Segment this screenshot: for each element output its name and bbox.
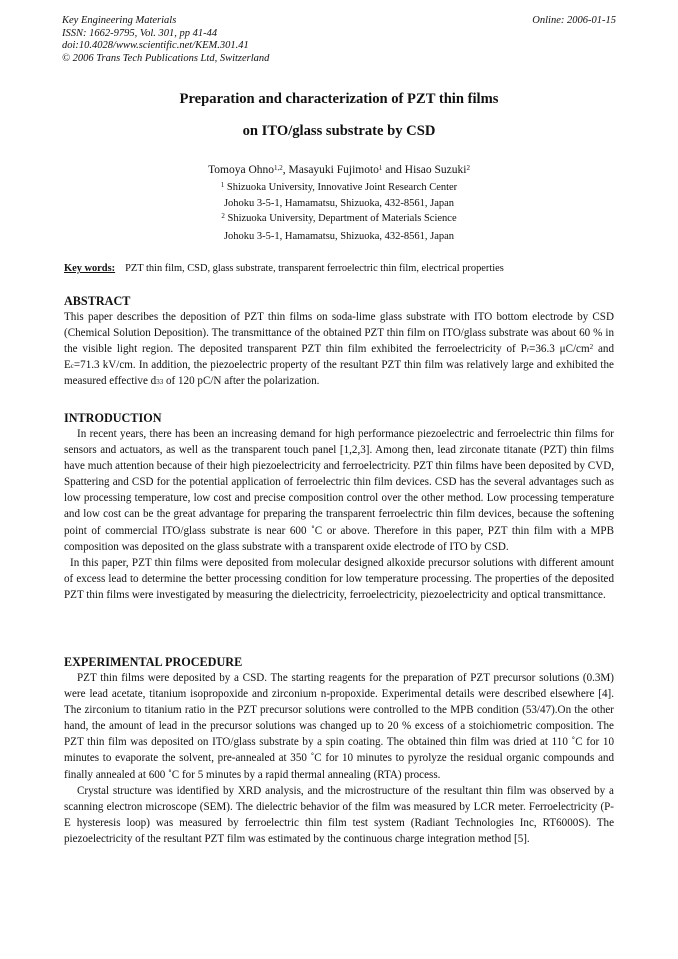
author-affil-mark: 1 — [378, 164, 383, 172]
experimental-heading: EXPERIMENTAL PROCEDURE — [64, 655, 243, 669]
author-and: and — [385, 164, 402, 176]
abstract-text: This paper describes the deposition of PZT thin films on soda-lime glass substrate with ITO bottom electrode by CSD (Chemical Solution Deposition). The transmittance of the obtained PZT thin film on ITO/glass substrate was about 60 % in the visible light region. The deposited transparent PZT thin film exhibited the ferroelectricity of $P_r=36.3$ $\mu C/cm^2$ and $E_c=71.3$ kV/cm. In addition, the piezoelectric property of the resultant PZT thin film was relatively large and exhibited the measured effective $d_{33}$ of 120 pC/N after the polarization. — [64, 311, 614, 388]
author-name: Tomoya Ohno — [208, 164, 275, 176]
abstract-heading: ABSTRACT — [64, 294, 131, 308]
author-affil-mark: 1,2 — [274, 164, 283, 172]
copyright: © 2006 Trans Tech Publications Ltd, Switzerland — [62, 52, 270, 64]
affil-mark: 1 — [220, 181, 225, 189]
keywords-label: Key words: — [64, 263, 116, 274]
introduction-heading: INTRODUCTION — [64, 411, 162, 425]
issn: ISSN: 1662-9795, Vol. 301, pp 41-44 — [62, 27, 218, 39]
introduction-section — [64, 411, 614, 603]
experimental-section — [64, 655, 614, 847]
author-list: Tomoya Ohno$^{1,2}$, Masayuki Fujimoto$^1$ and Hisao Suzuki$^2$ — [208, 164, 470, 176]
affiliation-2 — [0, 212, 678, 225]
experimental-paragraph: PZT thin films were deposited by a CSD. The starting reagents for the preparation of PZT precursor solutions (0.3M) were lead acetate, titanium isopropoxide and zirconium n-propoxide. Experimental details were described elsewhere [4]. The zirconium to titanium ratio in the PZT precursor solutions were controlled to the MPB condition (53/47).On the other hand, the amount of lead in the precursor solutions was changed up to 20 % excess of a stoichiometric composition. The PZT thin film was deposited on ITO/glass substrate by a spin coating. The obtained thin film was dried at 110 ˚C for 10 minutes to evaporate the solvent, pre-annealed at 350 ˚C for 10 minutes to pyrolyze the residual organic compounds and finally annealed at 600 ˚C for 5 minutes by a rapid thermal annealing (RTA) process. — [64, 672, 614, 781]
online-date: Online: 2006-01-15 — [532, 15, 616, 26]
introduction-paragraph: In recent years, there has been an increasing demand for high performance piezoelectric and ferroelectric thin films for sensors and actuators, as well as the transparent touch panel [1,2,3]. Among then, lead zirconate titanate (PZT) thin films have much attention because of their high piezoelectricity and ferroelectricity. PZT thin films have been deposited by CVD, Spattering and CSD for the potential application of ferroelectric thin film devices. CSD has the several advantages such as low processing temperature, low cost and precise composition control over the other method. Low processing temperature and low cost can be the great advantage for preparing the transparent ferroelectric thin film devices, because the softening point of commercial ITO/glass substrate is near 600 ˚C or above. Therefore in this paper, PZT thin film with a MPB composition was deposited on the glass substrate with a transparent oxide electrode of ITO by CSD. — [64, 428, 614, 553]
journal-name: Key Engineering Materials — [62, 15, 177, 26]
author-name: Masayuki Fujimoto — [288, 164, 379, 176]
abstract-section — [64, 294, 614, 389]
experimental-paragraph: Crystal structure was identified by XRD analysis, and the microstructure of the resultant thin film was observed by a scanning electron microscope (SEM). The dielectric behavior of the film was measured by LCR meter. Ferroelectricity (P-E hysteresis loop) was measured by ferroelectric thin film test system (Radiant Technologies Inc, RT6000S). The piezoelectricity of the resultant PZT film was estimated by the continuous charge integration method [5]. — [64, 784, 614, 845]
paper-title-line2: on ITO/glass substrate by CSD — [242, 123, 436, 139]
paper-title-line1: Preparation and characterization of PZT thin films — [179, 91, 499, 107]
affiliation-1-address: Johoku 3-5-1, Hamamatsu, Shizuoka, 432-8561, Japan — [223, 198, 455, 209]
keywords — [64, 262, 614, 275]
affiliation-1 — [0, 181, 678, 194]
author-name: Hisao Suzuki — [404, 164, 467, 176]
author-affil-mark: 2 — [466, 164, 470, 172]
journal-header — [62, 15, 269, 65]
introduction-paragraph: In this paper, PZT thin films were deposited from molecular designed alkoxide precursor solutions with different amount of excess lead to determine the better processing condition for low temperature processing. The properties of the deposited PZT thin films were investigated by measuring the dielectricity, ferroelectricity, piezoelectricity and optical transmittance. — [64, 556, 614, 601]
affiliation-2-address: Johoku 3-5-1, Hamamatsu, Shizuoka, 432-8561, Japan — [223, 231, 455, 242]
affil-institution: Shizuoka University, Department of Materials Science — [227, 213, 457, 224]
doi: doi:10.4028/www.scientific.net/KEM.301.41 — [62, 40, 249, 51]
affil-mark: 2 — [221, 212, 225, 220]
affil-institution: Shizuoka University, Innovative Joint Research Center — [226, 182, 458, 193]
keywords-text: PZT thin film, CSD, glass substrate, transparent ferroelectric thin film, electrical properties — [125, 263, 504, 274]
